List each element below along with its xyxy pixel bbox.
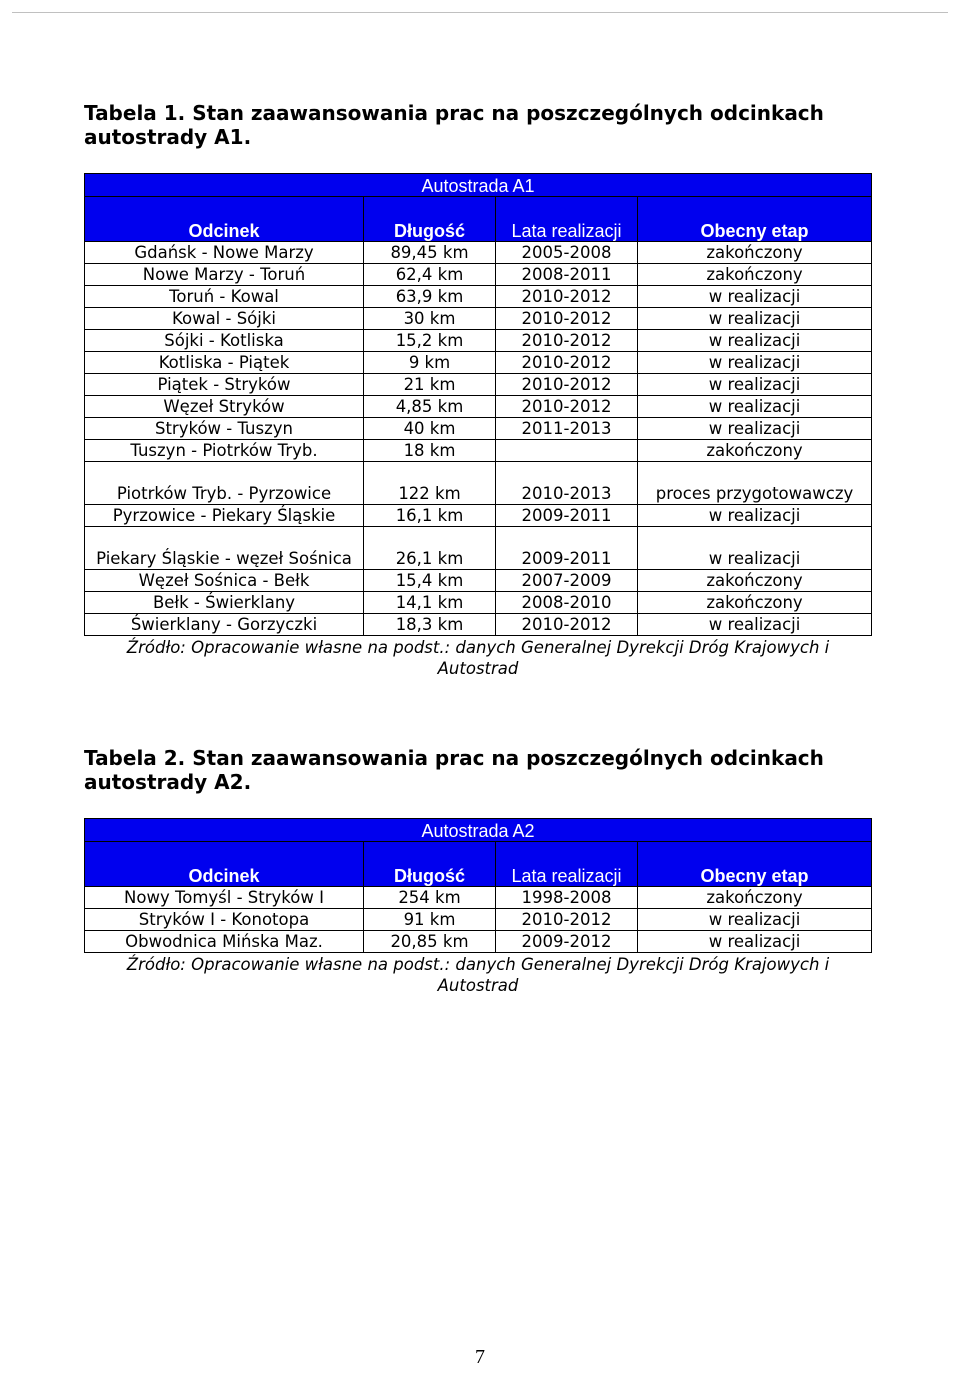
page-number: 7 [475, 1346, 485, 1368]
cell-odcinek: Bełk - Świerklany [85, 592, 364, 614]
table-row [85, 527, 872, 570]
table2-source [85, 953, 872, 997]
cell-dlugosc: 9 km [364, 352, 496, 374]
cell-odcinek: Pyrzowice - Piekary Śląskie [85, 505, 364, 527]
cell-dlugosc: 18,3 km [364, 614, 496, 636]
cell-odcinek: Kotliska - Piątek [85, 352, 364, 374]
cell-odcinek: Toruń - Kowal [85, 286, 364, 308]
cell-odcinek: Tuszyn - Piotrków Tryb. [85, 440, 364, 462]
table2-header-dlugosc: Długość [364, 842, 496, 887]
cell-lata: 2010-2012 [496, 330, 638, 352]
cell-dlugosc: 62,4 km [364, 264, 496, 286]
cell-odcinek: Kowal - Sójki [85, 308, 364, 330]
cell-dlugosc: 18 km [364, 440, 496, 462]
table2-header-odcinek: Odcinek [85, 842, 364, 887]
cell-odcinek: Nowy Tomyśl - Stryków I [85, 887, 364, 909]
cell-dlugosc: 16,1 km [364, 505, 496, 527]
source-label: Źródło: Opracowanie własne na podst. [126, 955, 445, 974]
table-row [85, 931, 872, 953]
cell-odcinek: Nowe Marzy - Toruń [85, 264, 364, 286]
cell-dlugosc: 122 km [364, 462, 496, 505]
cell-odcinek: Stryków I - Konotopa [85, 909, 364, 931]
cell-lata: 2010-2012 [496, 374, 638, 396]
cell-etap: w realizacji [638, 505, 872, 527]
table-row [85, 418, 872, 440]
cell-lata: 2010-2012 [496, 396, 638, 418]
table2-title: Autostrada A2 [85, 819, 872, 842]
table-row [85, 374, 872, 396]
cell-dlugosc: 14,1 km [364, 592, 496, 614]
table2 [84, 818, 872, 996]
cell-etap: zakończony [638, 264, 872, 286]
cell-lata: 2010-2013 [496, 462, 638, 505]
table-row [85, 242, 872, 264]
cell-etap: w realizacji [638, 286, 872, 308]
cell-dlugosc: 63,9 km [364, 286, 496, 308]
source-text: : danych Generalnej Dyrekcji Dróg Krajowych i Autostrad [437, 638, 830, 678]
source-label: Źródło: Opracowanie własne na podst. [126, 638, 445, 657]
cell-dlugosc: 26,1 km [364, 527, 496, 570]
source-text: : danych Generalnej Dyrekcji Dróg Krajowych i Autostrad [437, 955, 830, 995]
cell-etap: w realizacji [638, 308, 872, 330]
cell-etap: zakończony [638, 592, 872, 614]
cell-lata: 2008-2010 [496, 592, 638, 614]
cell-etap: zakończony [638, 242, 872, 264]
cell-etap: zakończony [638, 570, 872, 592]
cell-etap: proces przygotowawczy [638, 462, 872, 505]
cell-lata: 2009-2011 [496, 527, 638, 570]
cell-dlugosc: 21 km [364, 374, 496, 396]
cell-lata: 2010-2012 [496, 909, 638, 931]
table1-title: Autostrada A1 [85, 174, 872, 197]
cell-odcinek: Świerklany - Gorzyczki [85, 614, 364, 636]
cell-dlugosc: 20,85 km [364, 931, 496, 953]
cell-odcinek: Sójki - Kotliska [85, 330, 364, 352]
cell-etap: w realizacji [638, 396, 872, 418]
cell-dlugosc: 40 km [364, 418, 496, 440]
cell-etap: zakończony [638, 887, 872, 909]
table1-header-odcinek: Odcinek [85, 197, 364, 242]
cell-dlugosc: 30 km [364, 308, 496, 330]
table1-caption: Tabela 1. Stan zaawansowania prac na poszczególnych odcinkach autostrady A1. [84, 101, 824, 149]
cell-lata: 2010-2012 [496, 286, 638, 308]
cell-odcinek: Piątek - Stryków [85, 374, 364, 396]
table-row [85, 440, 872, 462]
cell-dlugosc: 15,2 km [364, 330, 496, 352]
cell-etap: w realizacji [638, 374, 872, 396]
table-row [85, 570, 872, 592]
table-row [85, 909, 872, 931]
cell-etap: w realizacji [638, 527, 872, 570]
table-row [85, 614, 872, 636]
cell-lata: 1998-2008 [496, 887, 638, 909]
table-row [85, 592, 872, 614]
cell-etap: w realizacji [638, 330, 872, 352]
table1-source [85, 636, 872, 680]
cell-dlugosc: 15,4 km [364, 570, 496, 592]
table-row [85, 286, 872, 308]
table1 [84, 173, 872, 679]
cell-etap: zakończony [638, 440, 872, 462]
cell-etap: w realizacji [638, 352, 872, 374]
cell-lata: 2009-2011 [496, 505, 638, 527]
table1-header-dlugosc: Długość [364, 197, 496, 242]
cell-odcinek: Gdańsk - Nowe Marzy [85, 242, 364, 264]
table2-caption: Tabela 2. Stan zaawansowania prac na poszczególnych odcinkach autostrady A2. [84, 746, 824, 794]
table1-header-lata: Lata realizacji [496, 197, 638, 242]
cell-odcinek: Piekary Śląskie - węzeł Sośnica [85, 527, 364, 570]
table-row [85, 505, 872, 527]
cell-lata: 2010-2012 [496, 614, 638, 636]
table1-header-etap: Obecny etap [638, 197, 872, 242]
cell-etap: w realizacji [638, 418, 872, 440]
cell-lata: 2010-2012 [496, 308, 638, 330]
cell-lata: 2011-2013 [496, 418, 638, 440]
table2-header-etap: Obecny etap [638, 842, 872, 887]
cell-lata [496, 440, 638, 462]
cell-dlugosc: 254 km [364, 887, 496, 909]
cell-odcinek: Obwodnica Mińska Maz. [85, 931, 364, 953]
table-row [85, 396, 872, 418]
table-row [85, 264, 872, 286]
cell-lata: 2010-2012 [496, 352, 638, 374]
cell-odcinek: Stryków - Tuszyn [85, 418, 364, 440]
cell-dlugosc: 89,45 km [364, 242, 496, 264]
cell-dlugosc: 91 km [364, 909, 496, 931]
cell-lata: 2009-2012 [496, 931, 638, 953]
page-frame-top [12, 12, 948, 13]
cell-odcinek: Węzeł Sośnica - Bełk [85, 570, 364, 592]
table2-header-lata: Lata realizacji [496, 842, 638, 887]
table-row [85, 352, 872, 374]
cell-lata: 2005-2008 [496, 242, 638, 264]
cell-dlugosc: 4,85 km [364, 396, 496, 418]
cell-odcinek: Węzeł Stryków [85, 396, 364, 418]
cell-lata: 2008-2011 [496, 264, 638, 286]
cell-etap: w realizacji [638, 614, 872, 636]
cell-lata: 2007-2009 [496, 570, 638, 592]
table-row [85, 462, 872, 505]
cell-etap: w realizacji [638, 931, 872, 953]
table-row [85, 330, 872, 352]
table-row [85, 308, 872, 330]
cell-etap: w realizacji [638, 909, 872, 931]
table-row [85, 887, 872, 909]
cell-odcinek: Piotrków Tryb. - Pyrzowice [85, 462, 364, 505]
